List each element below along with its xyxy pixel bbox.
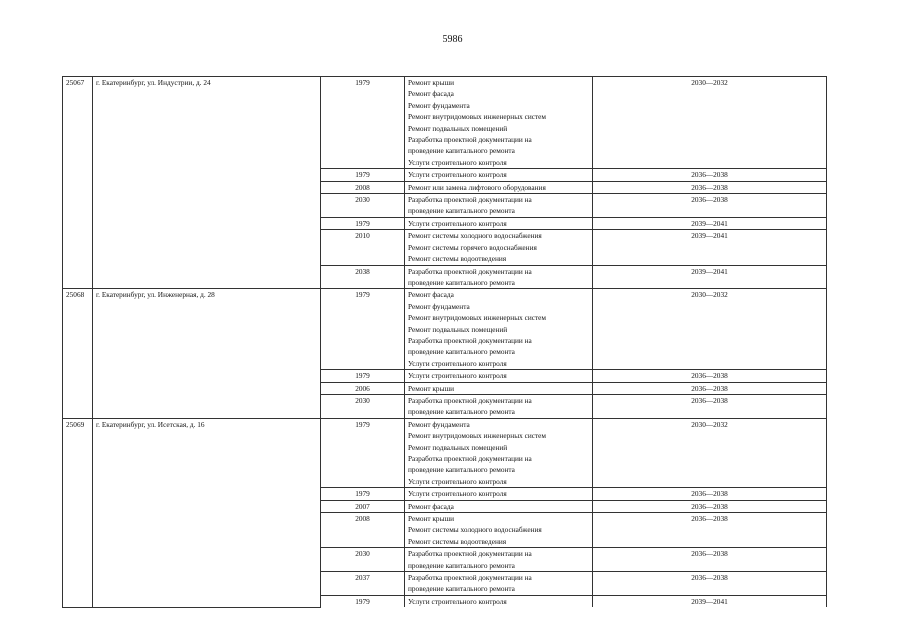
works-list [405,548,593,572]
work-item: Ремонт внутридомовых инженерных систем [408,112,547,122]
work-item: Услуги строительного контроля [408,358,507,368]
work-item: проведение капитального ремонта [408,146,515,156]
construction-year: 2037 [321,572,405,596]
construction-year: 1979 [321,217,405,229]
works-list [405,289,593,370]
works-list [405,513,593,548]
construction-year: 2010 [321,230,405,265]
works-list [405,181,593,193]
building-address: г. Екатеринбург, ул. Исетская, д. 16 [93,418,321,607]
works-list [405,595,593,607]
construction-year: 2030 [321,194,405,218]
repair-period: 2036—2038 [593,169,827,181]
repair-period: 2036—2038 [593,548,827,572]
table-body [63,77,827,608]
construction-year: 1979 [321,370,405,382]
work-item: Разработка проектной документации на [408,573,532,583]
repair-period: 2036—2038 [593,513,827,548]
repair-period: 2030—2032 [593,289,827,370]
building-address: г. Екатеринбург, ул. Индустрии, д. 24 [93,77,321,289]
construction-year: 1979 [321,595,405,607]
works-list [405,394,593,418]
work-item: Разработка проектной документации на [408,549,532,559]
works-list [405,265,593,289]
construction-year: 1979 [321,77,405,169]
repair-period: 2036—2038 [593,370,827,382]
work-item: Разработка проектной документации на [408,454,532,463]
work-item: Ремонт подвальных помещений [408,123,508,133]
work-item: Услуги строительного контроля [408,489,507,499]
work-item: Услуги строительного контроля [408,596,507,606]
repair-period: 2036—2038 [593,194,827,218]
work-item: Услуги строительного контроля [408,157,507,167]
work-item: Ремонт фундамента [408,419,470,429]
repair-period: 2039—2041 [593,217,827,229]
work-item: Ремонт крыши [408,383,455,393]
repair-period: 2039—2041 [593,595,827,607]
work-item: Ремонт крыши [408,78,455,87]
repair-period: 2036—2038 [593,500,827,512]
repair-period: 2036—2038 [593,181,827,193]
work-item: проведение капитального ремонта [408,277,515,287]
construction-year: 1979 [321,488,405,500]
construction-year: 2007 [321,500,405,512]
page-number: 5986 [442,34,463,45]
works-list [405,194,593,218]
construction-year: 2038 [321,265,405,289]
work-item: Ремонт системы холодного водоснабжения [408,525,542,535]
work-item: Ремонт или замена лифтового оборудования [408,182,546,192]
work-item: Ремонт системы горячего водоснабжения [408,242,537,252]
repair-period: 2039—2041 [593,230,827,265]
work-item: Услуги строительного контроля [408,218,507,228]
works-list [405,382,593,394]
construction-year: 1979 [321,289,405,370]
works-list [405,217,593,229]
construction-year: 2008 [321,181,405,193]
work-item: Ремонт системы водоотведения [408,254,507,264]
work-item: Ремонт системы водоотведения [408,536,507,546]
construction-year: 2030 [321,548,405,572]
work-item: Ремонт фасада [408,290,454,300]
work-item: проведение капитального ремонта [408,347,515,357]
work-item: Ремонт подвальных помещений [408,442,508,452]
repair-period: 2030—2032 [593,418,827,487]
work-item: Разработка проектной документации на [408,266,532,276]
construction-year: 2030 [321,394,405,418]
work-item: проведение капитального ремонта [408,206,515,216]
works-list [405,488,593,500]
work-item: проведение капитального ремонта [408,584,515,594]
repair-period: 2030—2032 [593,77,827,169]
work-item: Ремонт фундамента [408,100,470,110]
works-list [405,230,593,265]
work-item: Разработка проектной документации на [408,395,532,405]
building-address: г. Екатеринбург, ул. Инженерная, д. 28 [93,289,321,418]
works-list [405,370,593,382]
construction-year: 2008 [321,513,405,548]
table-row [63,289,827,370]
work-item: Разработка проектной документации на [408,335,532,345]
works-list [405,169,593,181]
work-item: проведение капитального ремонта [408,560,515,570]
capital-repair-table [62,76,827,608]
work-item: проведение капитального ремонта [408,407,515,417]
works-list [405,572,593,596]
work-item: проведение капитального ремонта [408,465,515,475]
building-id: 25069 [63,418,93,607]
work-item: Ремонт фасада [408,501,454,511]
building-id: 25067 [63,77,93,289]
construction-year: 1979 [321,169,405,181]
work-item: Услуги строительного контроля [408,170,507,180]
construction-year: 2006 [321,382,405,394]
works-list [405,77,593,169]
work-item: Услуги строительного контроля [408,476,507,486]
work-item: Разработка проектной документации на [408,135,532,145]
repair-period: 2039—2041 [593,265,827,289]
repair-period: 2036—2038 [593,488,827,500]
work-item: Ремонт подвальных помещений [408,324,508,334]
construction-year: 1979 [321,418,405,487]
table-row [63,77,827,169]
work-item: Ремонт системы холодного водоснабжения [408,231,542,241]
work-item: Ремонт крыши [408,514,455,524]
work-item: Разработка проектной документации на [408,195,532,205]
repair-period: 2036—2038 [593,382,827,394]
work-item: Ремонт внутридомовых инженерных систем [408,313,547,323]
repair-period: 2036—2038 [593,572,827,596]
building-id: 25068 [63,289,93,418]
work-item: Услуги строительного контроля [408,371,507,381]
work-item: Ремонт внутридомовых инженерных систем [408,431,547,441]
work-item: Ремонт фасада [408,89,454,99]
works-list [405,418,593,487]
repair-period: 2036—2038 [593,394,827,418]
table-row [63,418,827,487]
work-item: Ремонт фундамента [408,301,470,311]
works-list [405,500,593,512]
